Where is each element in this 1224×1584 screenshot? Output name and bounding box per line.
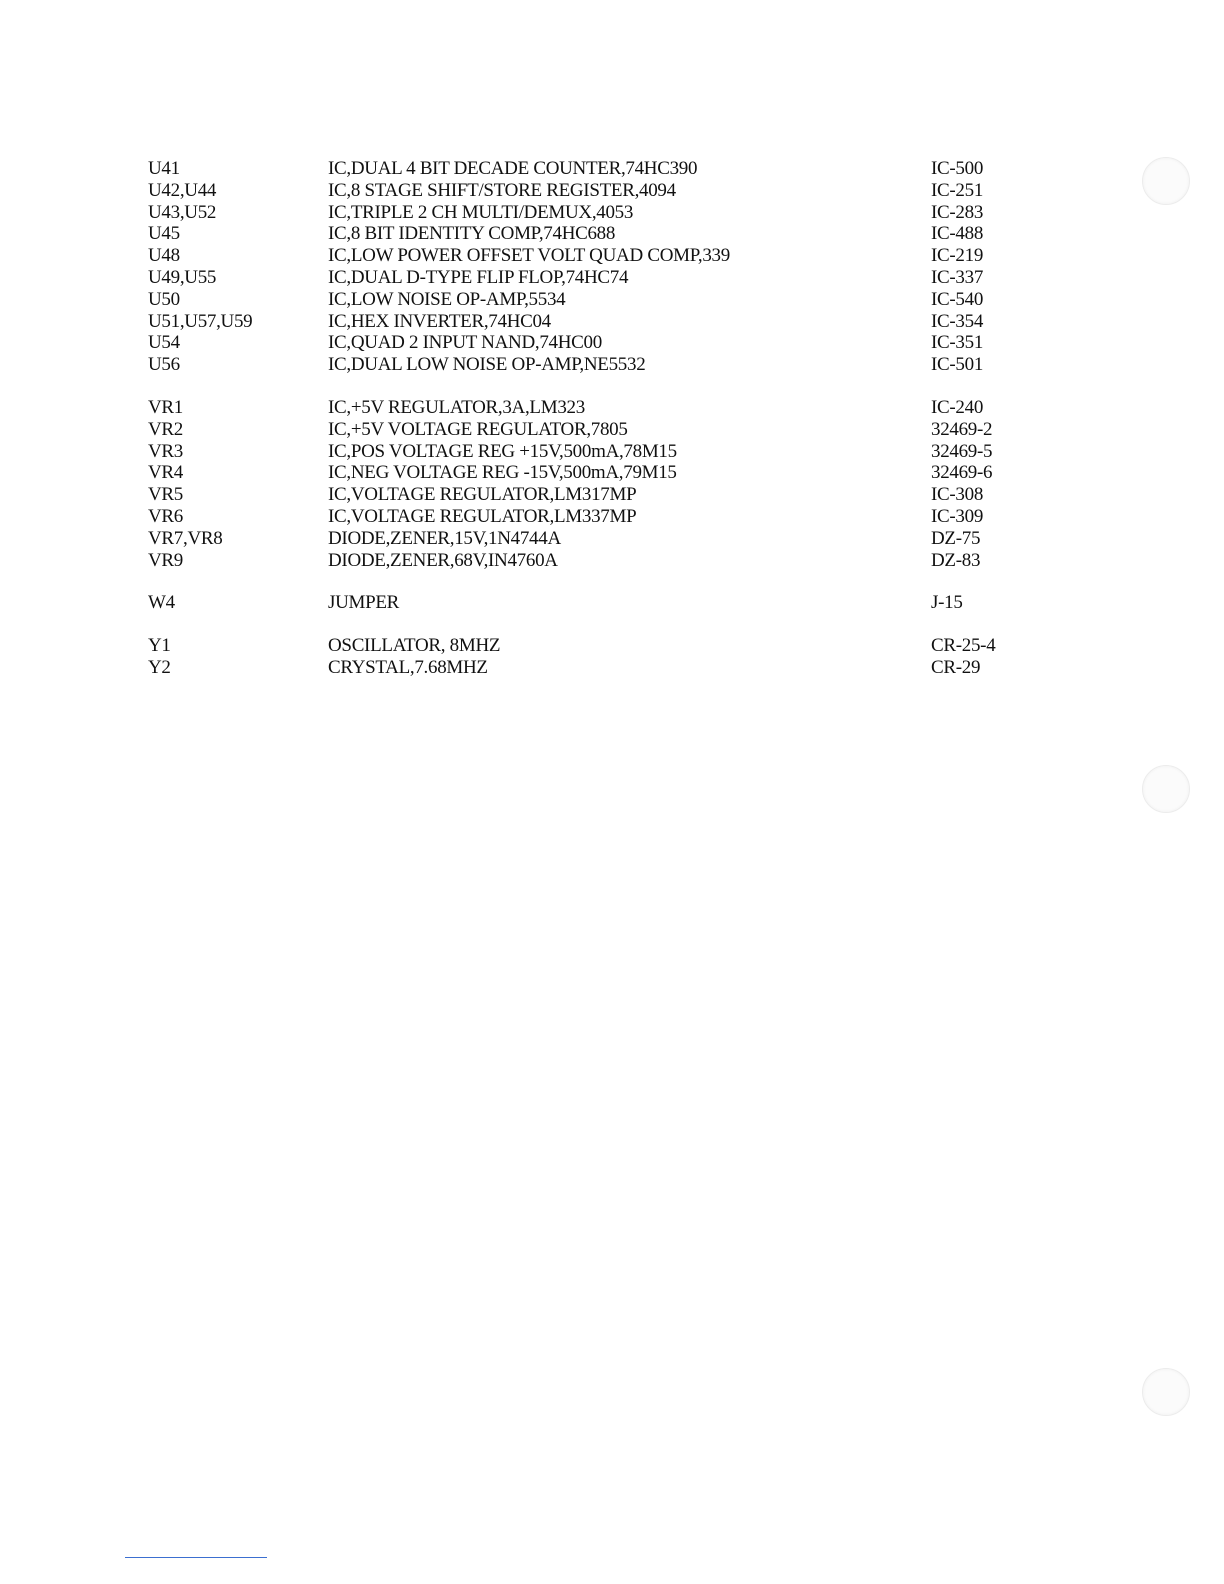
part-description: IC,LOW POWER OFFSET VOLT QUAD COMP,339 <box>328 245 730 267</box>
reference-designator: U48 <box>148 245 180 267</box>
part-number: IC-501 <box>931 354 984 376</box>
part-description: DIODE,ZENER,68V,IN4760A <box>328 549 558 571</box>
reference-designator: U43,U52 <box>148 201 217 223</box>
reference-designator: VR9 <box>148 549 183 571</box>
reference-designator: U54 <box>148 332 180 354</box>
parts-row <box>148 332 1028 354</box>
part-number: IC-308 <box>931 484 984 506</box>
parts-list <box>148 158 1028 700</box>
part-number: IC-540 <box>931 288 984 310</box>
reference-designator: VR5 <box>148 484 183 506</box>
parts-row <box>148 158 1028 180</box>
part-number: J-15 <box>931 592 963 614</box>
part-description: IC,+5V REGULATOR,3A,LM323 <box>328 396 585 418</box>
parts-group-vr <box>148 397 1028 571</box>
parts-row <box>148 657 1028 679</box>
parts-row <box>148 289 1028 311</box>
part-description: IC,LOW NOISE OP-AMP,5534 <box>328 288 566 310</box>
part-number: 32469-5 <box>931 440 993 462</box>
reference-designator: VR1 <box>148 396 183 418</box>
reference-designator: VR2 <box>148 418 183 440</box>
part-number: DZ-83 <box>931 549 981 571</box>
part-description: JUMPER <box>328 592 400 614</box>
parts-group-y <box>148 635 1028 679</box>
reference-designator: U51,U57,U59 <box>148 310 253 332</box>
binder-hole <box>1142 765 1190 813</box>
reference-designator: W4 <box>148 592 175 614</box>
part-description: IC,NEG VOLTAGE REG -15V,500mA,79M15 <box>328 462 677 484</box>
part-description: IC,QUAD 2 INPUT NAND,74HC00 <box>328 332 602 354</box>
parts-row <box>148 462 1028 484</box>
part-description: IC,+5V VOLTAGE REGULATOR,7805 <box>328 418 628 440</box>
reference-designator: VR6 <box>148 505 183 527</box>
parts-row <box>148 223 1028 245</box>
part-description: IC,HEX INVERTER,74HC04 <box>328 310 551 332</box>
reference-designator: VR7,VR8 <box>148 527 223 549</box>
part-description: OSCILLATOR, 8MHZ <box>328 635 501 657</box>
part-description: DIODE,ZENER,15V,1N4744A <box>328 527 561 549</box>
part-number: IC-354 <box>931 310 984 332</box>
reference-designator: U56 <box>148 354 180 376</box>
part-description: IC,8 BIT IDENTITY COMP,74HC688 <box>328 223 616 245</box>
part-description: IC,8 STAGE SHIFT/STORE REGISTER,4094 <box>328 179 676 201</box>
binder-hole <box>1142 1368 1190 1416</box>
part-number: IC-240 <box>931 396 984 418</box>
reference-designator: Y2 <box>148 656 171 678</box>
part-description: IC,POS VOLTAGE REG +15V,500mA,78M15 <box>328 440 677 462</box>
part-description: IC,DUAL D-TYPE FLIP FLOP,74HC74 <box>328 266 629 288</box>
parts-group-w <box>148 592 1028 614</box>
parts-row <box>148 419 1028 441</box>
reference-designator: U50 <box>148 288 180 310</box>
reference-designator: U49,U55 <box>148 266 217 288</box>
reference-designator: Y1 <box>148 635 171 657</box>
part-number: 32469-2 <box>931 418 993 440</box>
part-description: IC,VOLTAGE REGULATOR,LM337MP <box>328 505 637 527</box>
parts-row <box>148 397 1028 419</box>
part-number: IC-351 <box>931 332 984 354</box>
part-number: IC-283 <box>931 201 984 223</box>
part-number: IC-488 <box>931 223 984 245</box>
part-number: IC-500 <box>931 158 984 179</box>
reference-designator: U41 <box>148 158 180 179</box>
part-description: IC,DUAL LOW NOISE OP-AMP,NE5532 <box>328 354 646 376</box>
part-number: IC-337 <box>931 266 984 288</box>
parts-row <box>148 592 1028 614</box>
parts-row <box>148 550 1028 572</box>
part-number: IC-219 <box>931 245 984 267</box>
binder-hole <box>1142 157 1190 205</box>
reference-designator: VR4 <box>148 462 183 484</box>
parts-row <box>148 506 1028 528</box>
part-number: DZ-75 <box>931 527 981 549</box>
parts-row <box>148 354 1028 376</box>
part-number: CR-29 <box>931 656 981 678</box>
parts-row <box>148 528 1028 550</box>
reference-designator: U45 <box>148 223 180 245</box>
part-description: IC,TRIPLE 2 CH MULTI/DEMUX,4053 <box>328 201 634 223</box>
part-description: IC,DUAL 4 BIT DECADE COUNTER,74HC390 <box>328 158 698 179</box>
reference-designator: U42,U44 <box>148 179 217 201</box>
parts-row <box>148 202 1028 224</box>
part-number: 32469-6 <box>931 462 993 484</box>
part-number: CR-25-4 <box>931 635 996 657</box>
parts-group-u <box>148 158 1028 376</box>
parts-row <box>148 311 1028 333</box>
part-number: IC-309 <box>931 505 984 527</box>
parts-row <box>148 484 1028 506</box>
footer-rule <box>125 1557 267 1558</box>
parts-row <box>148 635 1028 657</box>
part-description: IC,VOLTAGE REGULATOR,LM317MP <box>328 484 637 506</box>
parts-row <box>148 245 1028 267</box>
part-number: IC-251 <box>931 179 984 201</box>
reference-designator: VR3 <box>148 440 183 462</box>
part-description: CRYSTAL,7.68MHZ <box>328 656 488 678</box>
parts-row <box>148 180 1028 202</box>
parts-row <box>148 267 1028 289</box>
parts-row <box>148 441 1028 463</box>
